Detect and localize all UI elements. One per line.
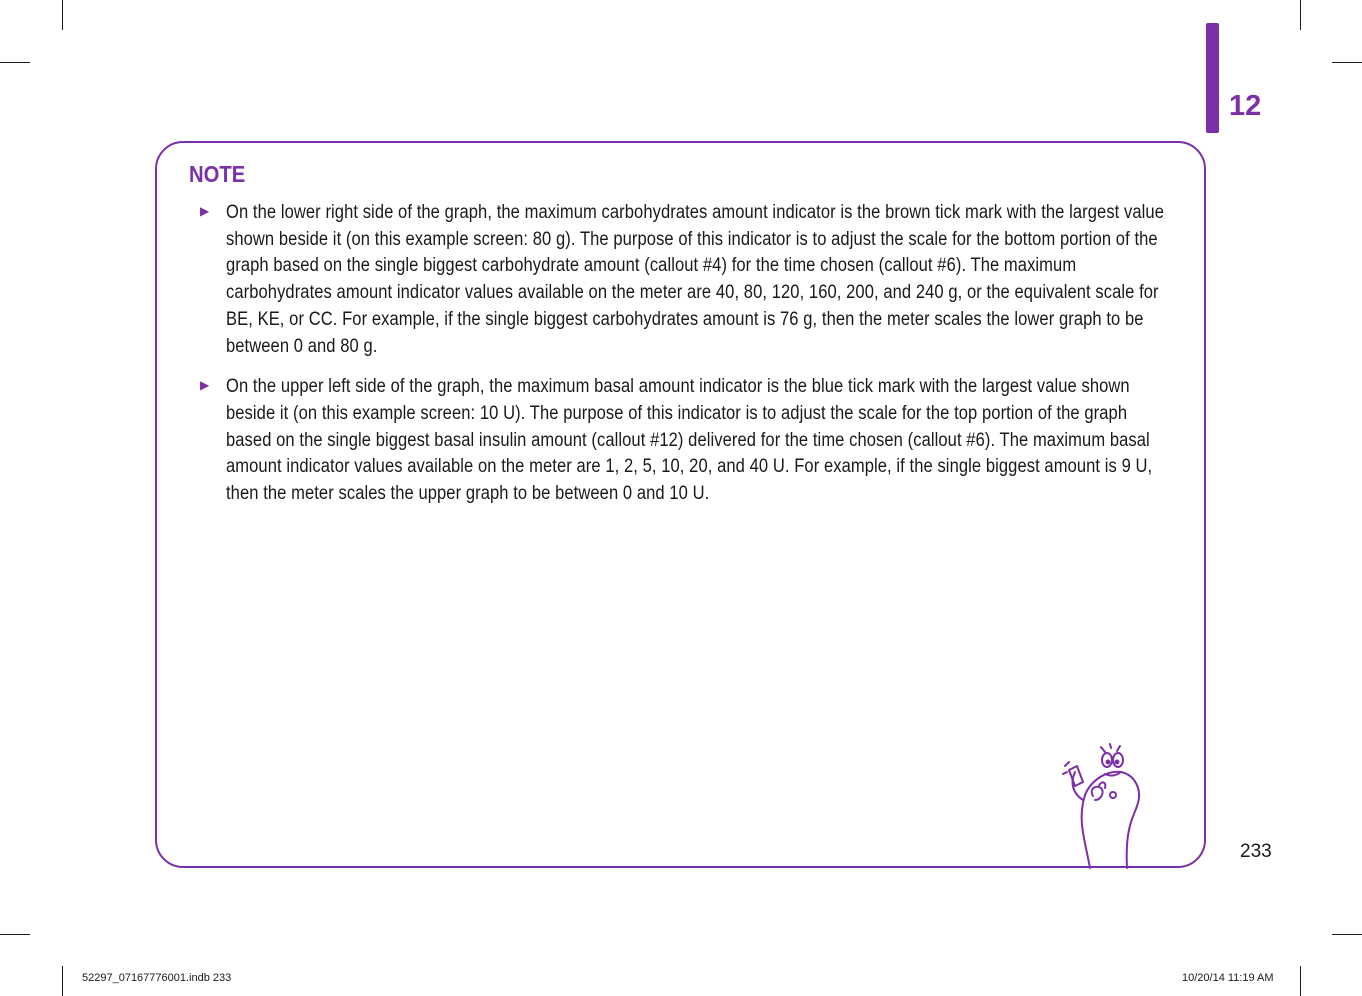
note-item-text: On the lower right side of the graph, the maximum carbohydrates amount indicator is the brown tick mark with the largest value shown beside it (on this example screen: 80 g). The purpose of this indicator is to adjust the scale for the bottom portion of the graph based on the single biggest carbohydrate amount (callout #4) for the time chosen (callout #6). The maximum carbohydrates amount indicator values available on the meter are 40, 80, 120, 160, 200, and 240 g, or the equivalent scale for BE, KE, or CC. For example, if the single biggest carbohydrates amount is 76 g, then the meter scales the lower graph to be between 0 and 80 g. — [226, 202, 1165, 357]
crop-mark — [1300, 0, 1301, 30]
crop-mark — [1300, 966, 1301, 996]
crop-mark — [0, 934, 30, 935]
triangle-right-icon: ▶ — [200, 204, 210, 218]
note-item — [198, 374, 1188, 508]
note-item-text: On the upper left side of the graph, the maximum basal amount indicator is the blue tick mark with the largest value shown beside it (on this example screen: 10 U). The purpose of this indicator is to adjust the scale for the top portion of the graph based on the single biggest basal insulin amount (callout #12) delivered for the time chosen (callout #6). The maximum basal amount indicator values available on the meter are 1, 2, 5, 10, 20, and 40 U. For example, if the single biggest amount is 9 U, then the meter scales the upper graph to be between 0 and 10 U. — [226, 376, 1153, 505]
crop-mark — [62, 966, 63, 996]
crop-mark — [1332, 62, 1362, 63]
mascot-illustration — [1055, 740, 1155, 870]
chapter-number: 12 — [1229, 90, 1262, 122]
note-list — [198, 200, 1188, 522]
chapter-tab-bar — [1206, 23, 1219, 133]
triangle-right-icon: ▶ — [200, 378, 210, 393]
print-slug-file: 52297_07167776001.indb 233 — [82, 972, 232, 984]
crop-mark — [1332, 934, 1362, 935]
page-number: 233 — [1240, 841, 1272, 862]
note-item — [198, 200, 1188, 360]
crop-mark — [0, 62, 30, 63]
note-title: NOTE — [189, 161, 246, 187]
crop-mark — [62, 0, 63, 30]
print-slug-date: 10/20/14 11:19 AM — [1182, 972, 1274, 984]
